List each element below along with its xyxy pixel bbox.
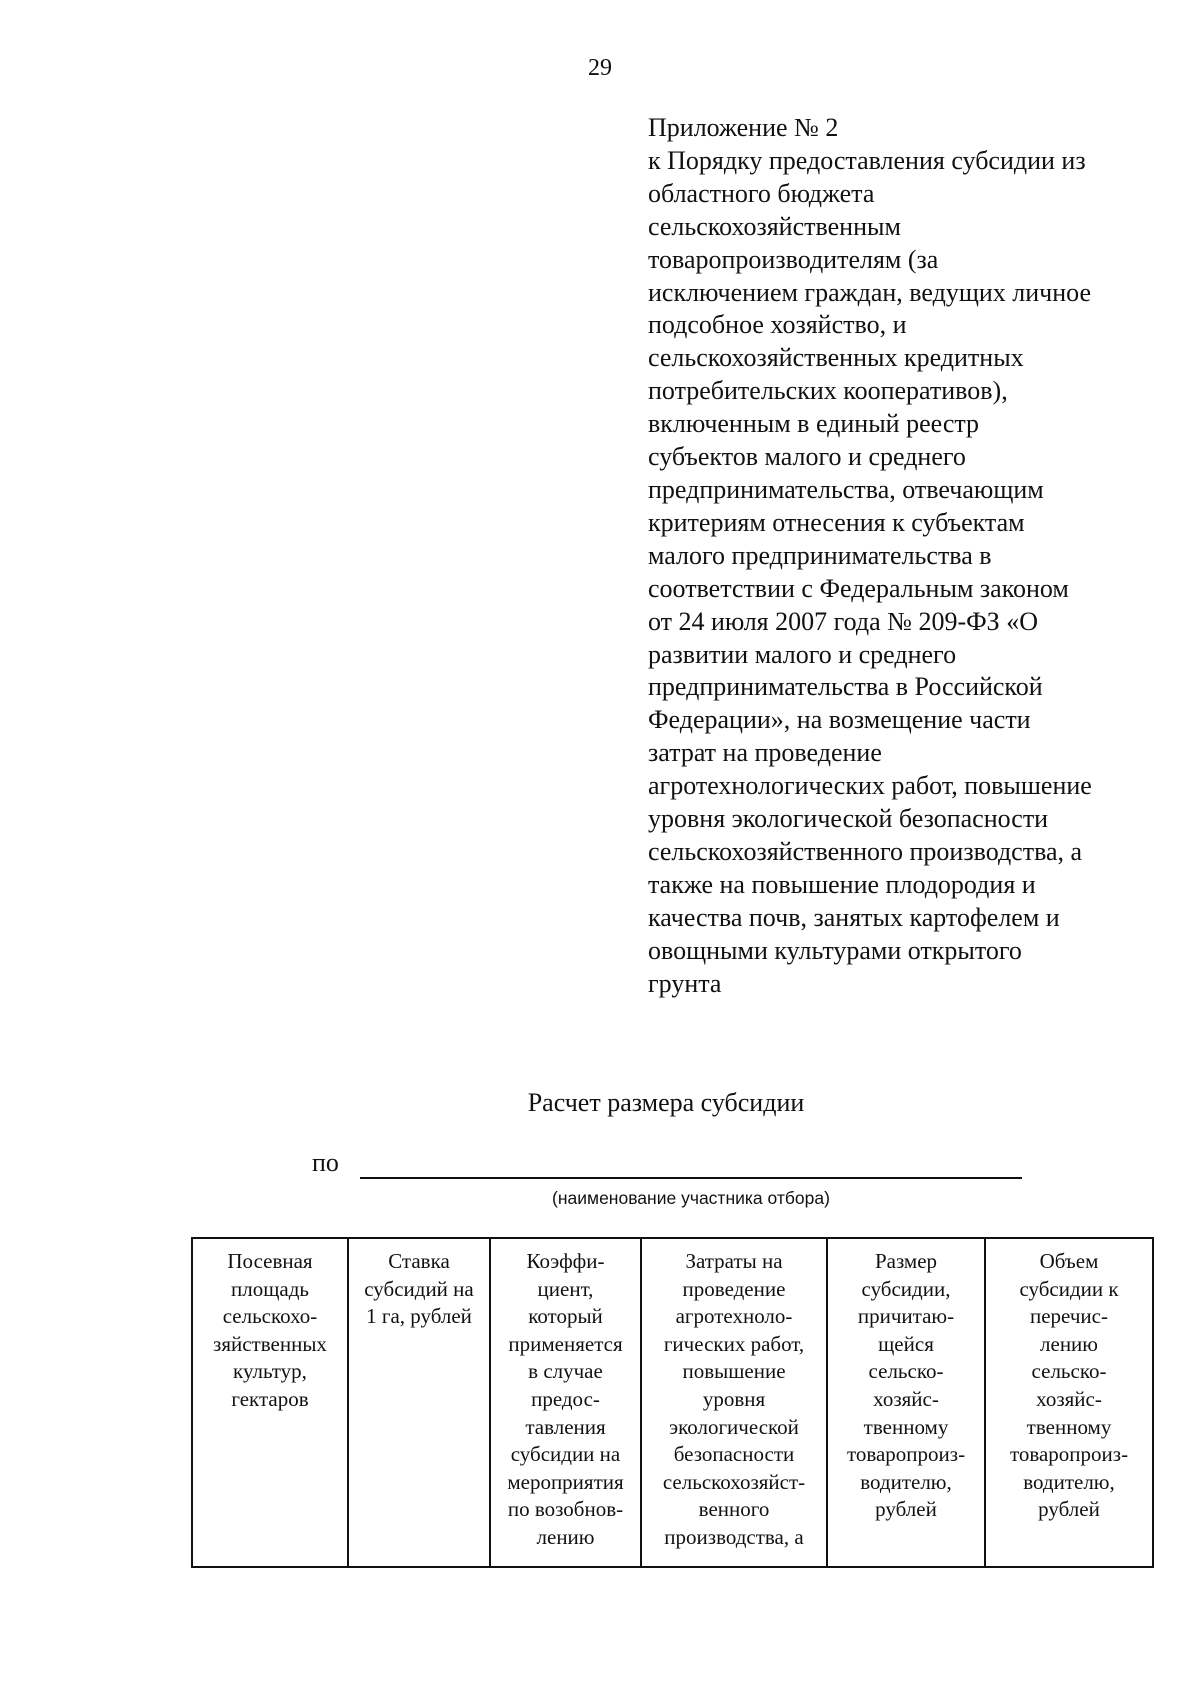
appendix-line: затрат на проведение xyxy=(648,738,882,768)
appendix-line: субъектов малого и среднего xyxy=(648,442,966,472)
appendix-line: сельскохозяйственным xyxy=(648,211,901,241)
appendix-line: от 24 июля 2007 года № 209-ФЗ «О xyxy=(648,606,1038,636)
appendix-line: исключением граждан, ведущих личное xyxy=(648,277,1092,307)
appendix-line: качества почв, занятых картофелем и xyxy=(648,902,1060,932)
calculation-title: Расчет размера субсидии xyxy=(527,1088,805,1117)
appendix-line: включенным в единый реестр xyxy=(648,409,980,439)
appendix-line: грунта xyxy=(648,968,722,998)
header-sown-area: Посевная площадь сельскохо- зяйственных культур, гектаров xyxy=(192,1238,348,1567)
appendix-line: малого предпринимательства в xyxy=(648,540,992,570)
header-subsidy-amount: Размер субсидии, причитаю- щейся сельско- хозяйс- твенному товаропроиз- водителю, рублей xyxy=(827,1238,985,1567)
appendix-line: уровня экологической безопасности xyxy=(648,804,1049,834)
header-costs: Затраты на проведение агротехноло- гических работ, повышение уровня экологической безопасности сельскохозяйст- венного производства, а xyxy=(641,1238,827,1567)
header-transfer-volume: Объем субсидии к перечис- лению сельско- хозяйс- твенному товаропроиз- водителю, рублей xyxy=(985,1238,1153,1567)
header-subsidy-rate: Ставка субсидий на 1 га, рублей xyxy=(348,1238,490,1567)
page-number: 29 xyxy=(588,55,612,81)
po-label: по xyxy=(312,1148,339,1177)
appendix-line: агротехнологических работ, повышение xyxy=(648,771,1092,801)
subsidy-table xyxy=(191,1237,1154,1568)
participant-name-line xyxy=(360,1177,1022,1179)
appendix-line: также на повышение плодородия и xyxy=(648,869,1036,899)
appendix-line: соответствии с Федеральным законом xyxy=(648,573,1069,603)
appendix-line: овощными культурами открытого xyxy=(648,935,1022,965)
appendix-line: товаропроизводителям (за xyxy=(648,244,939,274)
participant-caption: (наименование участника отбора) xyxy=(552,1188,830,1208)
appendix-line: сельскохозяйственного производства, а xyxy=(648,836,1083,866)
appendix-line: предпринимательства, отвечающим xyxy=(648,474,1044,504)
table-header-row xyxy=(192,1238,1153,1567)
appendix-line: Приложение № 2 xyxy=(648,113,839,142)
appendix-line: развитии малого и среднего xyxy=(648,639,957,669)
appendix-line: предпринимательства в Российской xyxy=(648,672,1043,702)
appendix-line: потребительских кооперативов), xyxy=(648,376,1008,406)
appendix-line: к Порядку предоставления субсидии из xyxy=(648,145,1086,175)
header-coefficient: Коэффи- циент, который применяется в случае предос- тавления субсидии на мероприятия по возобнов- лению xyxy=(490,1238,641,1567)
appendix-line: подсобное хозяйство, и xyxy=(648,310,907,340)
appendix-line: Федерации», на возмещение части xyxy=(648,705,1031,735)
appendix-line: критериям отнесения к субъектам xyxy=(648,507,1025,537)
appendix-header xyxy=(648,112,1168,1000)
appendix-line: областного бюджета xyxy=(648,178,875,208)
appendix-line: сельскохозяйственных кредитных xyxy=(648,343,1024,373)
